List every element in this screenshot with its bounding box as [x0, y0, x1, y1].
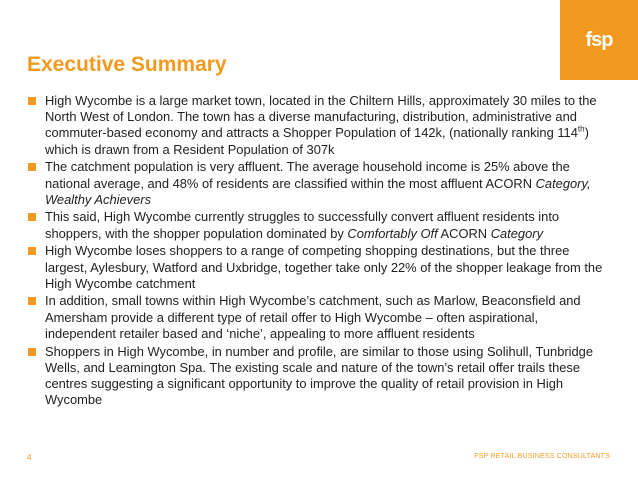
page-number: 4: [27, 453, 32, 462]
bullet-item: [27, 159, 607, 208]
bullet-emphasis: Category: [490, 225, 544, 241]
bullet-text: High Wycombe loses shoppers to a range of competing shopping destinations, but the three largest, Aylesbury, Watford and Uxbridge, together take only 22% of the shopper leakage from the High Wycombe catchment: [45, 243, 603, 291]
ordinal-suffix: th: [577, 125, 585, 135]
bullet-text: ACORN: [437, 225, 491, 241]
bullet-text: This said, High Wycombe currently struggles to successfully convert affluent residents into shoppers, with the shopper population dominated by: [45, 209, 560, 241]
bullet-item: [27, 344, 607, 409]
bullet-text: High Wycombe is a large market town, located in the Chiltern Hills, approximately 30 miles to the North West of London. The town has a diverse manufacturing, distribution, administrative and commuter-based economy and attracts a Shopper Population of 142k, (nationally ranking 114: [45, 93, 597, 141]
bullet-emphasis: Category, Wealthy Achievers: [45, 175, 591, 207]
bullet-square-icon: [28, 297, 36, 305]
bullet-square-icon: [28, 348, 36, 356]
summary-bullet-list: [27, 93, 607, 410]
bullet-square-icon: [28, 247, 36, 255]
bullet-text: The catchment population is very affluent. The average household income is 25% above the national average, and 48% of residents are classified within the most affluent ACORN: [45, 159, 570, 191]
bullet-emphasis: Comfortably Off: [347, 225, 438, 241]
bullet-item: [27, 93, 607, 158]
bullet-square-icon: [28, 163, 36, 171]
fsp-logo: [560, 0, 638, 80]
bullet-item: [27, 293, 607, 342]
page-title: Executive Summary: [27, 53, 227, 76]
bullet-square-icon: [28, 97, 36, 105]
bullet-text: Shoppers in High Wycombe, in number and profile, are similar to those using Solihull, Tunbridge Wells, and Leamington Spa. The existing scale and nature of the town’s retail offer trails these centres suggesting a significant opportunity to improve the quality of retail provision in High Wycombe: [45, 343, 594, 408]
bullet-item: [27, 243, 607, 292]
bullet-text: ) which is drawn from a Resident Population of 307k: [45, 125, 589, 157]
bullet-square-icon: [28, 213, 36, 221]
logo-text: fsp: [585, 28, 613, 51]
bullet-item: [27, 209, 607, 241]
bullet-text: In addition, small towns within High Wycombe’s catchment, such as Marlow, Beaconsfield and Amersham provide a different type of retail offer to High Wycombe – often aspirational, independent retailer based and ‘niche’, appealing to more affluent residents: [45, 293, 581, 341]
footer-brand: FSP RETAIL BUSINESS CONSULTANTS: [474, 453, 610, 460]
